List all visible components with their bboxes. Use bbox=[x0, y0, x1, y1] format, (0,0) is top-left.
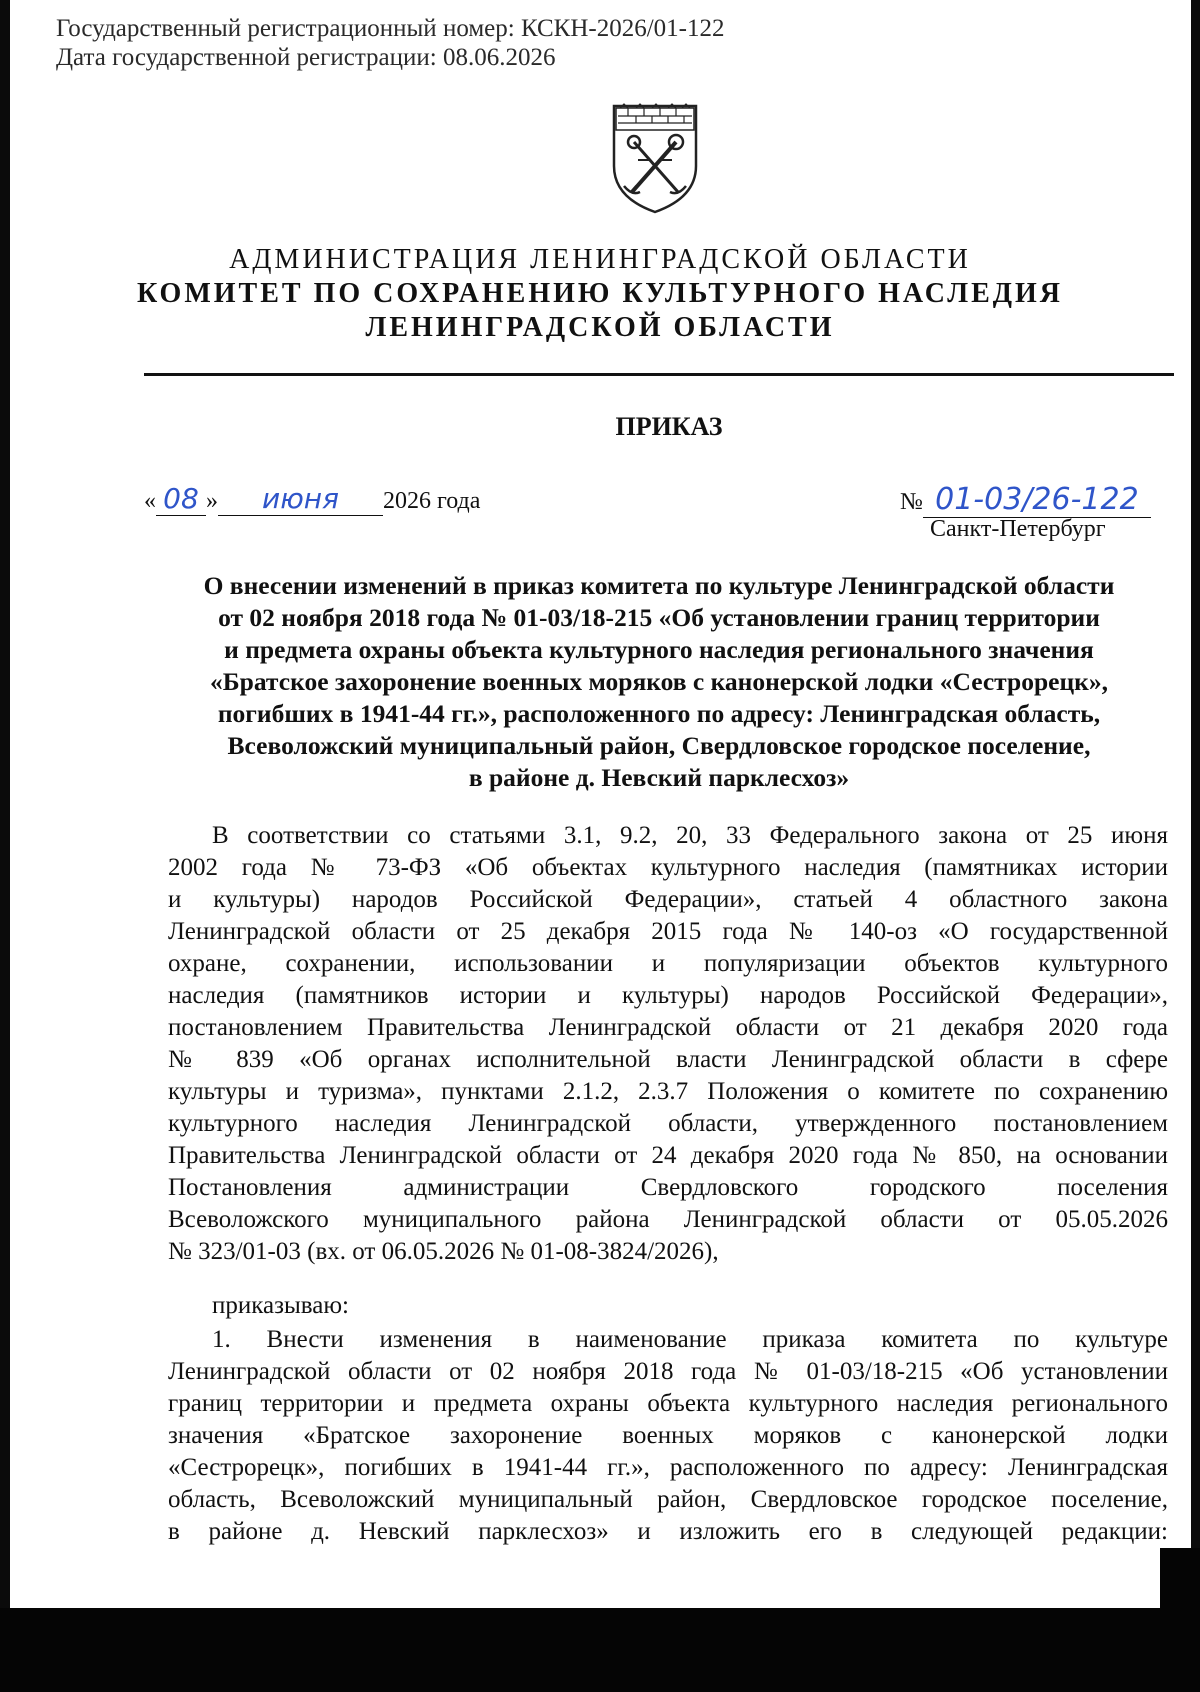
region-heading: ЛЕНИНГРАДСКОЙ ОБЛАСТИ bbox=[365, 312, 835, 343]
date-day-field bbox=[156, 482, 206, 516]
item1-line: область, Всеволожский муниципальный район, Свердловское городское поселение, bbox=[168, 1486, 1168, 1513]
date-open-quote: « bbox=[144, 488, 156, 514]
leningrad-oblast-coat-of-arms-icon bbox=[610, 102, 700, 214]
basis-line: и культуры) народов Российской Федерации», статьей 4 областного закона bbox=[168, 886, 1168, 913]
item1-line: в районе д. Невский парклесхоз» и изложить его в следующей редакции: bbox=[168, 1518, 1168, 1545]
date-year: 2026 года bbox=[383, 488, 481, 514]
handwritten-day: 08 bbox=[163, 482, 199, 515]
title-line: Всеволожский муниципальный район, Свердловское городское поселение, bbox=[227, 731, 1091, 760]
header-divider bbox=[144, 373, 1174, 376]
city: Санкт-Петербург bbox=[930, 516, 1106, 542]
basis-line: наследия (памятников истории и культуры) народов Российской Федерации», bbox=[168, 982, 1168, 1009]
date-close-quote: » bbox=[206, 488, 218, 514]
title-line: от 02 ноября 2018 года № 01-03/18-215 «Об установлении границ территории bbox=[218, 603, 1100, 632]
document-type: ПРИКАЗ bbox=[615, 412, 723, 441]
basis-line: культуры и туризма», пунктами 2.1.2, 2.3.7 Положения о комитете по сохранению bbox=[168, 1078, 1168, 1105]
number-field bbox=[923, 482, 1151, 518]
handwritten-number: 01-03/26-122 bbox=[935, 482, 1139, 517]
item1-line: Ленинградской области от 02 ноября 2018 года № 01-03/18-215 «Об установлении bbox=[168, 1358, 1168, 1385]
number-prefix: № bbox=[900, 489, 923, 515]
handwritten-month: июня bbox=[262, 482, 339, 515]
title-line: О внесении изменений в приказ комитета по культуре Ленинградской области bbox=[203, 571, 1115, 600]
basis-line: В соответствии со статьями 3.1, 9.2, 20, 33 Федерального закона от 25 июня bbox=[212, 822, 1168, 849]
registration-number: Государственный регистрационный номер: КСКН-2026/01-122 bbox=[56, 15, 725, 42]
date-month-field bbox=[218, 482, 383, 516]
basis-line: культурного наследия Ленинградской области, утвержденного постановлением bbox=[168, 1110, 1168, 1137]
committee-heading: КОМИТЕТ ПО СОХРАНЕНИЮ КУЛЬТУРНОГО НАСЛЕДИЯ bbox=[136, 278, 1064, 309]
scan-edge-corner bbox=[1160, 1548, 1200, 1608]
item1-line: границ территории и предмета охраны объекта культурного наследия регионального bbox=[168, 1390, 1168, 1417]
title-line: «Братское захоронение военных моряков с канонерской лодки «Сестрорецк», bbox=[210, 667, 1108, 696]
order-date bbox=[144, 482, 480, 516]
basis-line: Всеволожского муниципального района Ленинградской области от 05.05.2026 bbox=[168, 1206, 1168, 1233]
item1-line: «Сестрорецк», погибших в 1941-44 гг.», расположенного по адресу: Ленинградская bbox=[168, 1454, 1168, 1481]
basis-line: охране, сохранении, использовании и популяризации объектов культурного bbox=[168, 950, 1168, 977]
order-word: приказываю: bbox=[212, 1292, 349, 1319]
basis-line: 2002 года № 73-ФЗ «Об объектах культурного наследия (памятниках истории bbox=[168, 854, 1168, 881]
basis-line: Правительства Ленинградской области от 24 декабря 2020 года № 850, на основании bbox=[168, 1142, 1168, 1169]
item1-line: 1. Внести изменения в наименование приказа комитета по культуре bbox=[212, 1326, 1168, 1353]
administration-heading: АДМИНИСТРАЦИЯ ЛЕНИНГРАДСКОЙ ОБЛАСТИ bbox=[229, 244, 971, 275]
basis-line: Постановления администрации Свердловского городского поселения bbox=[168, 1174, 1168, 1201]
scan-edge-bottom bbox=[0, 1608, 1200, 1692]
order-title bbox=[144, 570, 1174, 794]
title-line: в районе д. Невский парклесхоз» bbox=[468, 763, 850, 792]
registration-date: Дата государственной регистрации: 08.06.2026 bbox=[56, 44, 556, 71]
order-number bbox=[900, 482, 1151, 518]
basis-line: № 323/01-03 (вх. от 06.05.2026 № 01-08-3824/2026), bbox=[168, 1238, 719, 1265]
basis-line: Ленинградской области от 25 декабря 2015 года № 140-оз «О государственной bbox=[168, 918, 1168, 945]
item1-line: значения «Братское захоронение военных моряков с канонерской лодки bbox=[168, 1422, 1168, 1449]
title-line: погибших в 1941-44 гг.», расположенного по адресу: Ленинградская область, bbox=[217, 699, 1101, 728]
basis-line: постановлением Правительства Ленинградской области от 21 декабря 2020 года bbox=[168, 1014, 1168, 1041]
registration-stamp bbox=[56, 14, 725, 72]
basis-line: № 839 «Об органах исполнительной власти Ленинградской области в сфере bbox=[168, 1046, 1168, 1073]
title-line: и предмета охраны объекта культурного наследия регионального значения bbox=[224, 635, 1094, 664]
